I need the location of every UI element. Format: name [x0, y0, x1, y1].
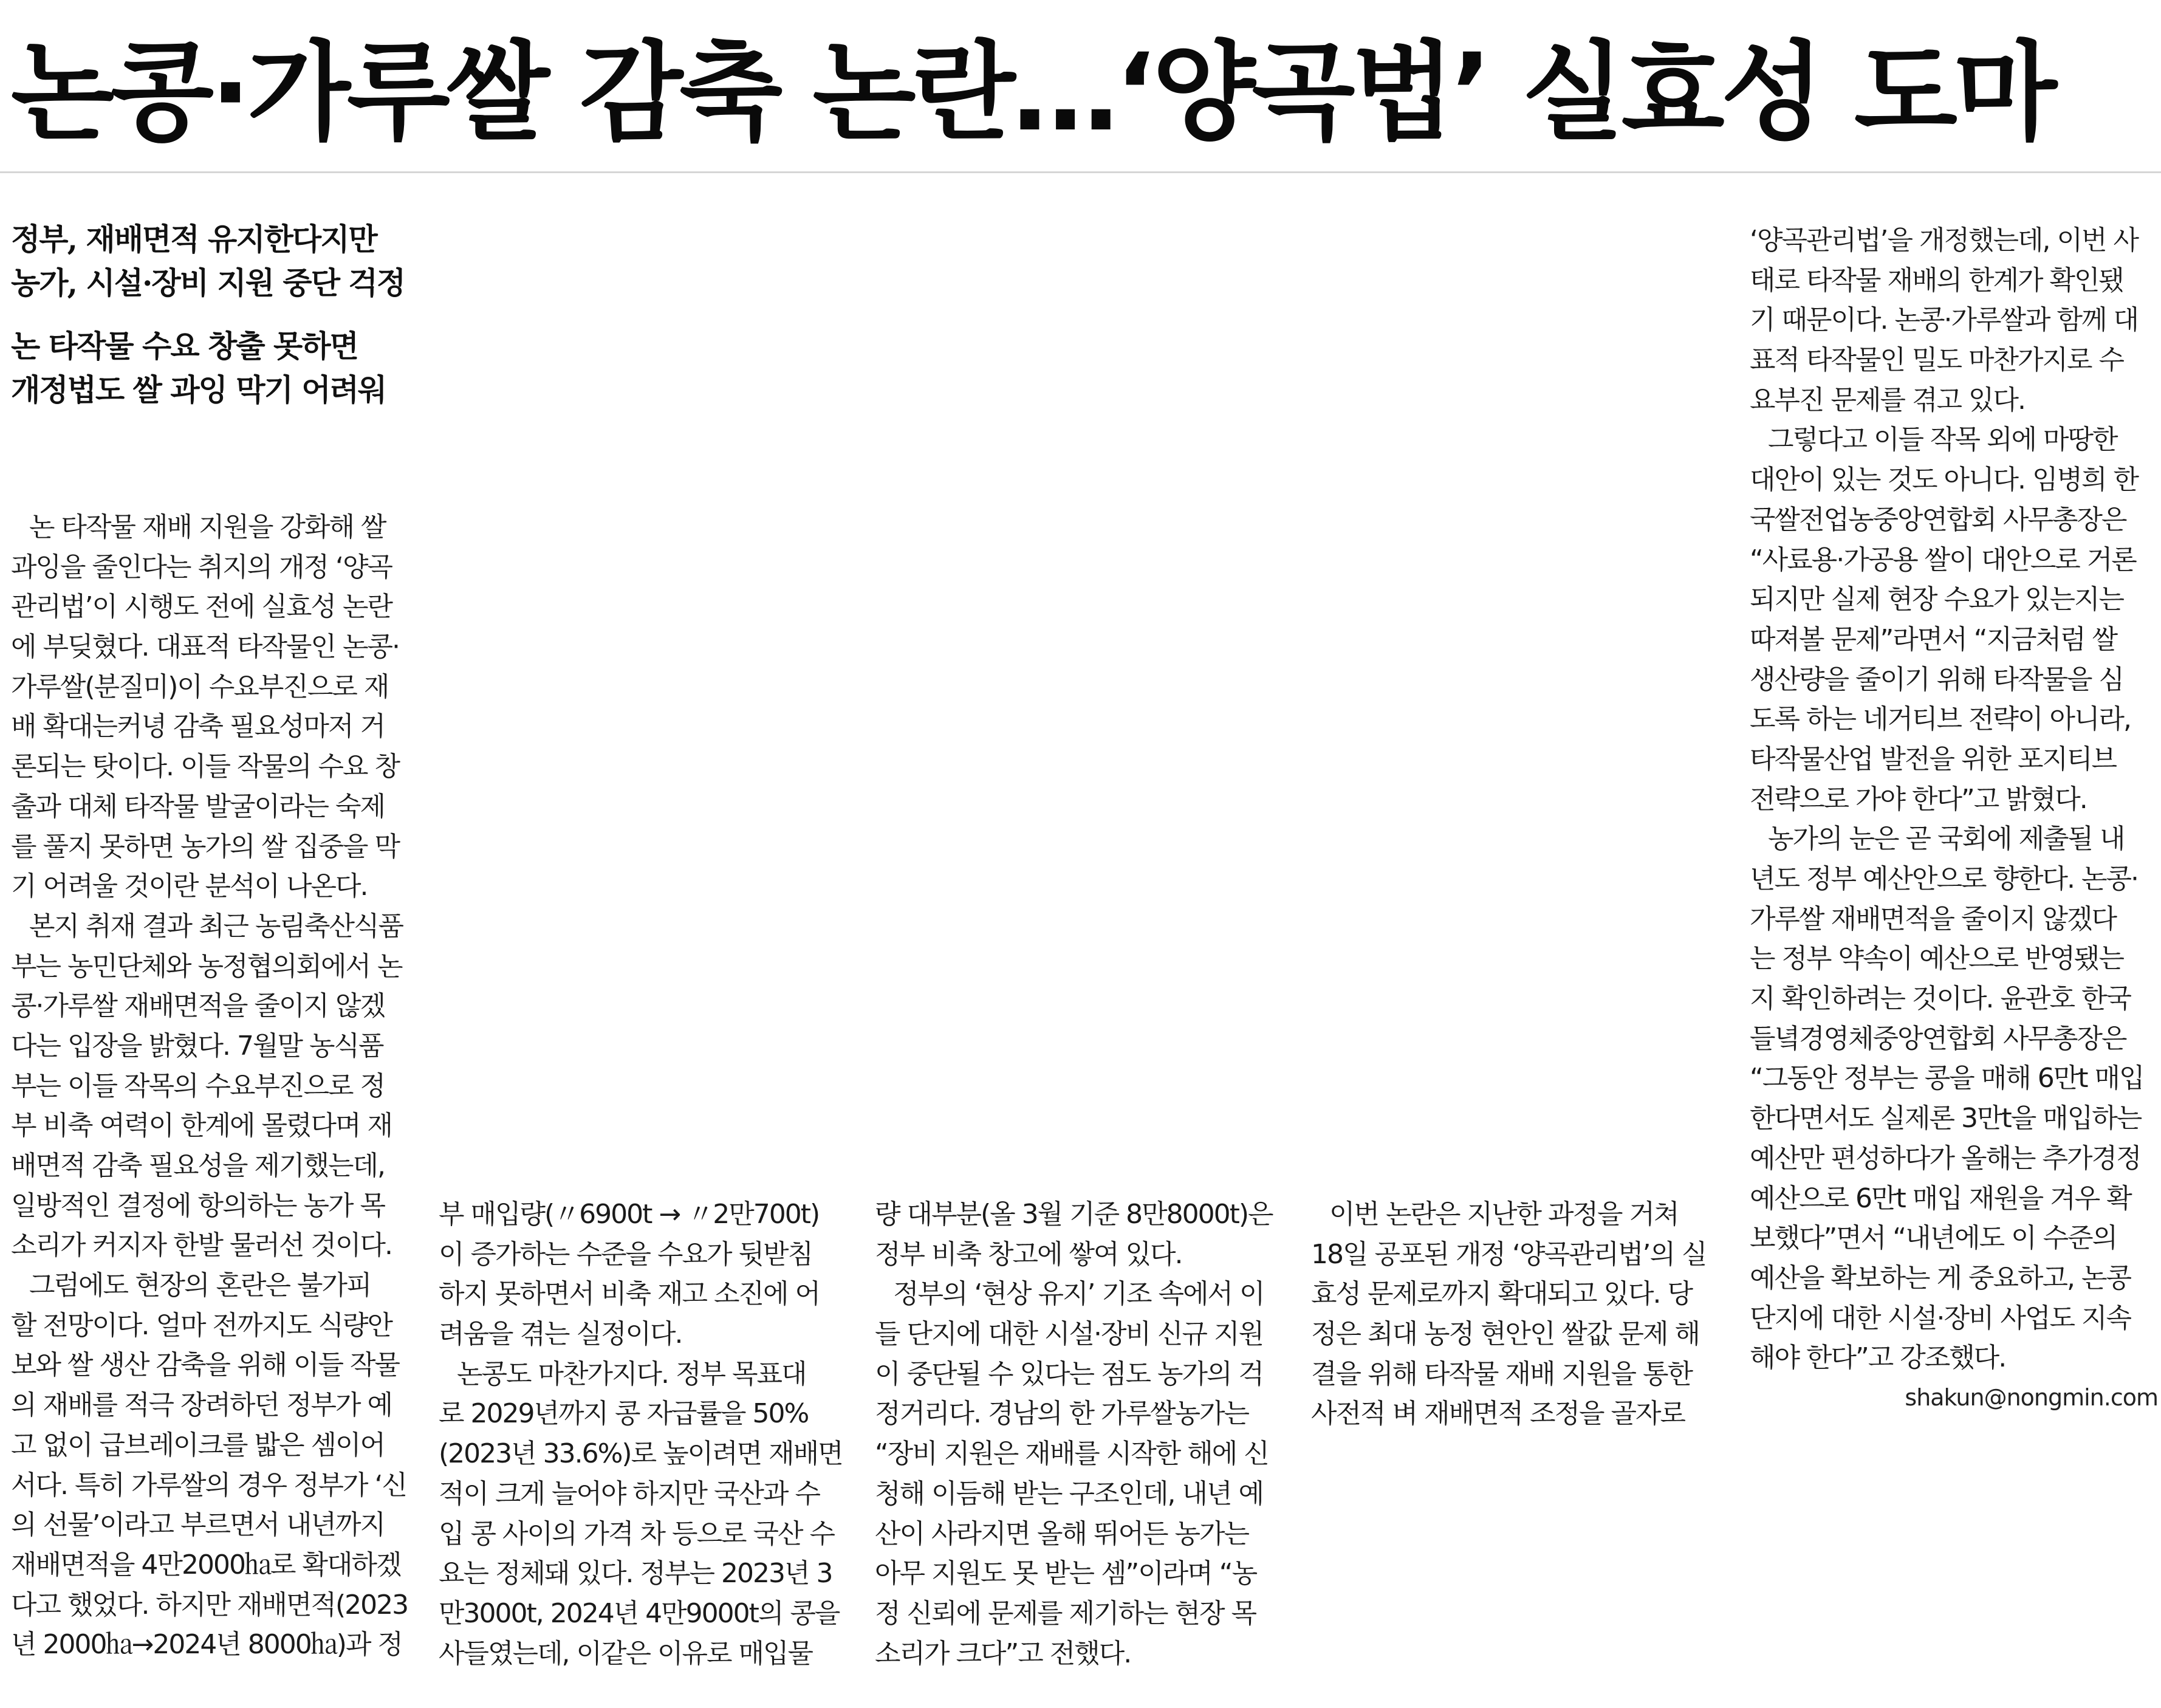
text-line: 관리법’이 시행도 전에 실효성 논란 [11, 591, 392, 623]
text-line: 정거리다. 경남의 한 가루쌀농가는 [875, 1398, 1248, 1430]
text-line: 콩·가루쌀 재배면적을 줄이지 않겠 [11, 990, 385, 1022]
text-line: 결을 위해 타작물 재배 지원을 통한 [1311, 1358, 1692, 1390]
text-line: 만3000t, 2024년 4만9000t의 콩을 [439, 1597, 840, 1629]
paragraph [875, 1274, 1283, 1673]
text-line: 의 재배를 적극 장려하던 정부가 예 [11, 1390, 392, 1421]
text-line: 정부의 ‘현상 유지’ 기조 속에서 이 [893, 1278, 1264, 1310]
article-column-1 [11, 507, 419, 1665]
deck-2-line-2: 개정법도 쌀 과잉 막기 어려워 [11, 372, 386, 408]
text-line: 기 어려울 것이란 분석이 나온다. [11, 871, 368, 902]
text-line: 해야 한다”고 강조했다. [1750, 1342, 2006, 1374]
text-line: 론되는 탓이다. 이들 작물의 수요 창 [11, 751, 399, 783]
deck-1-line-2: 농가, 시설·장비 지원 중단 걱정 [11, 265, 405, 301]
text-line: 전략으로 가야 한다”고 밝혔다. [1750, 783, 2087, 815]
text-line: 예산을 확보하는 게 중요하고, 논콩 [1750, 1262, 2131, 1294]
text-line: 부 비축 여력이 한계에 몰렸다며 재 [11, 1110, 392, 1142]
text-line: 요부진 문제를 겪고 있다. [1750, 384, 2025, 416]
text-line: 부 매입량(〃6900t → 〃2만700t) [439, 1199, 820, 1230]
text-line: 청해 이듬해 받는 구조인데, 내년 예 [875, 1478, 1263, 1509]
text-line: 한다면서도 실제론 3만t을 매입하는 [1750, 1103, 2142, 1134]
text-line: “그동안 정부는 콩을 매해 6만t 매입 [1750, 1063, 2144, 1094]
deck-1 [11, 218, 424, 305]
text-line: 보했다”면서 “내년에도 이 수준의 [1750, 1223, 2117, 1254]
text-line: 사전적 벼 재배면적 조정을 골자로 [1311, 1398, 1685, 1430]
paragraph [11, 907, 419, 1266]
text-line: 하지 못하면서 비축 재고 소진에 어 [439, 1278, 820, 1310]
text-line: 부는 이들 작목의 수요부진으로 정 [11, 1070, 385, 1102]
text-line: 생산량을 줄이기 위해 타작물을 심 [1750, 664, 2123, 695]
deck-2-line-1: 논 타작물 수요 창출 못하면 [11, 328, 358, 364]
text-line: 이번 논란은 지난한 과정을 거쳐 [1329, 1199, 1679, 1230]
text-line: 량 대부분(올 3월 기준 8만8000t)은 [875, 1199, 1273, 1230]
article-column-2 [439, 1195, 847, 1673]
text-line: 가루쌀(분질미)이 수요부진으로 재 [11, 671, 389, 702]
headline-divider [0, 171, 2161, 173]
deck-2 [11, 324, 424, 412]
text-line: 다고 했었다. 하지만 재배면적(2023 [11, 1589, 408, 1621]
text-line: 로 2029년까지 콩 자급률을 50% [439, 1398, 809, 1430]
text-line: 보와 쌀 생산 감축을 위해 이들 작물 [11, 1350, 399, 1381]
text-line: “사료용·가공용 쌀이 대안으로 거론 [1750, 544, 2136, 575]
text-line: 과잉을 줄인다는 취지의 개정 ‘양곡 [11, 551, 392, 583]
text-line: 되지만 실제 현장 수요가 있는지는 [1750, 584, 2123, 616]
text-line: 요는 정체돼 있다. 정부는 2023년 3 [439, 1558, 832, 1590]
text-line: 에 부딪혔다. 대표적 타작물인 논콩· [11, 631, 399, 663]
text-line: 효성 문제로까지 확대되고 있다. 당 [1311, 1278, 1692, 1310]
text-line: 농가의 눈은 곧 국회에 제출될 내 [1768, 823, 2125, 855]
text-line: 이 중단될 수 있다는 점도 농가의 걱 [875, 1358, 1263, 1390]
text-line: 타작물산업 발전을 위한 포지티브 [1750, 743, 2117, 775]
text-line: 고 없이 급브레이크를 밟은 셈이어 [11, 1429, 385, 1461]
text-line: 서다. 특히 가루쌀의 경우 정부가 ‘신 [11, 1469, 406, 1501]
text-line: 일방적인 결정에 항의하는 농가 목 [11, 1190, 385, 1221]
text-line: 지 확인하려는 것이다. 윤관호 한국 [1750, 983, 2131, 1015]
text-line: 재배면적을 4만2000㏊로 확대하겠 [11, 1549, 401, 1580]
text-line: 들 단지에 대한 시설·장비 신규 지원 [875, 1319, 1263, 1350]
text-line: 산이 사라지면 올해 뛰어든 농가는 [875, 1518, 1248, 1549]
text-line: 본지 취재 결과 최근 농림축산식품 [29, 910, 403, 942]
text-line: 정은 최대 농정 현안인 쌀값 문제 해 [1311, 1319, 1699, 1350]
article-column-4 [1311, 1195, 1719, 1434]
text-line: 적이 크게 늘어야 하지만 국산과 수 [439, 1478, 820, 1509]
text-line: (2023년 33.6%)로 높이려면 재배면 [439, 1438, 843, 1470]
text-line: 대안이 있는 것도 아니다. 임병희 한 [1750, 464, 2138, 496]
text-line: 를 풀지 못하면 농가의 쌀 집중을 막 [11, 831, 399, 862]
text-line: 그렇다고 이들 작목 외에 마땅한 [1768, 424, 2117, 456]
text-line: 부는 농민단체와 농정협의회에서 논 [11, 950, 402, 982]
text-line: 예산만 편성하다가 올해는 추가경정 [1750, 1142, 2141, 1174]
text-line: 년 2000㏊→2024년 8000㏊)과 정 [11, 1629, 402, 1661]
text-line: 논 타작물 재배 지원을 강화해 쌀 [29, 512, 386, 543]
text-line: 년도 정부 예산안으로 향한다. 논콩· [1750, 863, 2138, 894]
paragraph [11, 507, 419, 907]
text-line: 소리가 커지자 한발 물러선 것이다. [11, 1230, 392, 1261]
text-line: 려움을 겪는 실정이다. [439, 1319, 682, 1350]
paragraph [1750, 420, 2158, 819]
text-line: 다는 입장을 밝혔다. 7월말 농식품 [11, 1030, 383, 1061]
text-line: 논콩도 마찬가지다. 정부 목표대 [457, 1358, 806, 1390]
text-line: 배면적 감축 필요성을 제기했는데, [11, 1150, 385, 1181]
paragraph [11, 1266, 419, 1665]
headline: 논콩·가루쌀 감축 논란…‘양곡법’ 실효성 도마 [11, 30, 2053, 155]
text-line: 따져볼 문제”라면서 “지금처럼 쌀 [1750, 623, 2117, 655]
paragraph [439, 1195, 847, 1354]
paragraph [1311, 1195, 1719, 1434]
text-line: 들녘경영체중앙연합회 사무총장은 [1750, 1023, 2126, 1054]
text-line: 태로 타작물 재배의 한계가 확인됐 [1750, 264, 2123, 296]
text-line: 이 증가하는 수준을 수요가 뒷받침 [439, 1238, 812, 1270]
paragraph [1750, 221, 2158, 420]
text-line: 표적 타작물인 밀도 마찬가지로 수 [1750, 345, 2123, 376]
article-column-5 [1750, 221, 2158, 1418]
text-line: 는 정부 약속이 예산으로 반영됐는 [1750, 943, 2123, 975]
text-line: 18일 공포된 개정 ‘양곡관리법’의 실 [1311, 1238, 1707, 1270]
text-line: 정 신뢰에 문제를 제기하는 현장 목 [875, 1597, 1256, 1629]
text-line: 아무 지원도 못 받는 셈”이라며 “농 [875, 1558, 1257, 1590]
text-line: 단지에 대한 시설·장비 사업도 지속 [1750, 1302, 2131, 1334]
reporter-email: shakun@nongmin.com [1905, 1384, 2158, 1411]
text-line: 의 선물’이라고 부르면서 내년까지 [11, 1509, 385, 1541]
text-line: 도록 하는 네거티브 전략이 아니라, [1750, 704, 2131, 735]
text-line: 소리가 크다”고 전했다. [875, 1638, 1131, 1669]
text-line: 그럼에도 현장의 혼란은 불가피 [29, 1270, 371, 1302]
text-line: 정부 비축 창고에 쌓여 있다. [875, 1238, 1182, 1270]
blank-photo-space [439, 182, 1721, 1179]
deck-1-line-1: 정부, 재배면적 유지한다지만 [11, 221, 377, 257]
paragraph [439, 1354, 847, 1674]
text-line: 배 확대는커녕 감축 필요성마저 거 [11, 711, 385, 743]
article-column-5-body [1750, 221, 2158, 1378]
text-line: 예산으로 6만t 매입 재원을 겨우 확 [1750, 1182, 2131, 1214]
text-line: 입 콩 사이의 가격 차 등으로 국산 수 [439, 1518, 834, 1549]
article-column-3 [875, 1195, 1283, 1673]
text-line: 사들였는데, 이같은 이유로 매입물 [439, 1638, 812, 1669]
text-line: 가루쌀 재배면적을 줄이지 않겠다 [1750, 903, 2117, 935]
subheadlines [11, 218, 424, 431]
text-line: 국쌀전업농중앙연합회 사무총장은 [1750, 504, 2126, 535]
text-line: 기 때문이다. 논콩·가루쌀과 함께 대 [1750, 304, 2138, 336]
paragraph [875, 1195, 1283, 1274]
paragraph [1750, 819, 2158, 1378]
text-line: “장비 지원은 재배를 시작한 해에 신 [875, 1438, 1269, 1470]
text-line: ‘양곡관리법’을 개정했는데, 이번 사 [1750, 225, 2138, 256]
text-line: 출과 대체 타작물 발굴이라는 숙제 [11, 791, 385, 822]
text-line: 할 전망이다. 얼마 전까지도 식량안 [11, 1309, 392, 1341]
